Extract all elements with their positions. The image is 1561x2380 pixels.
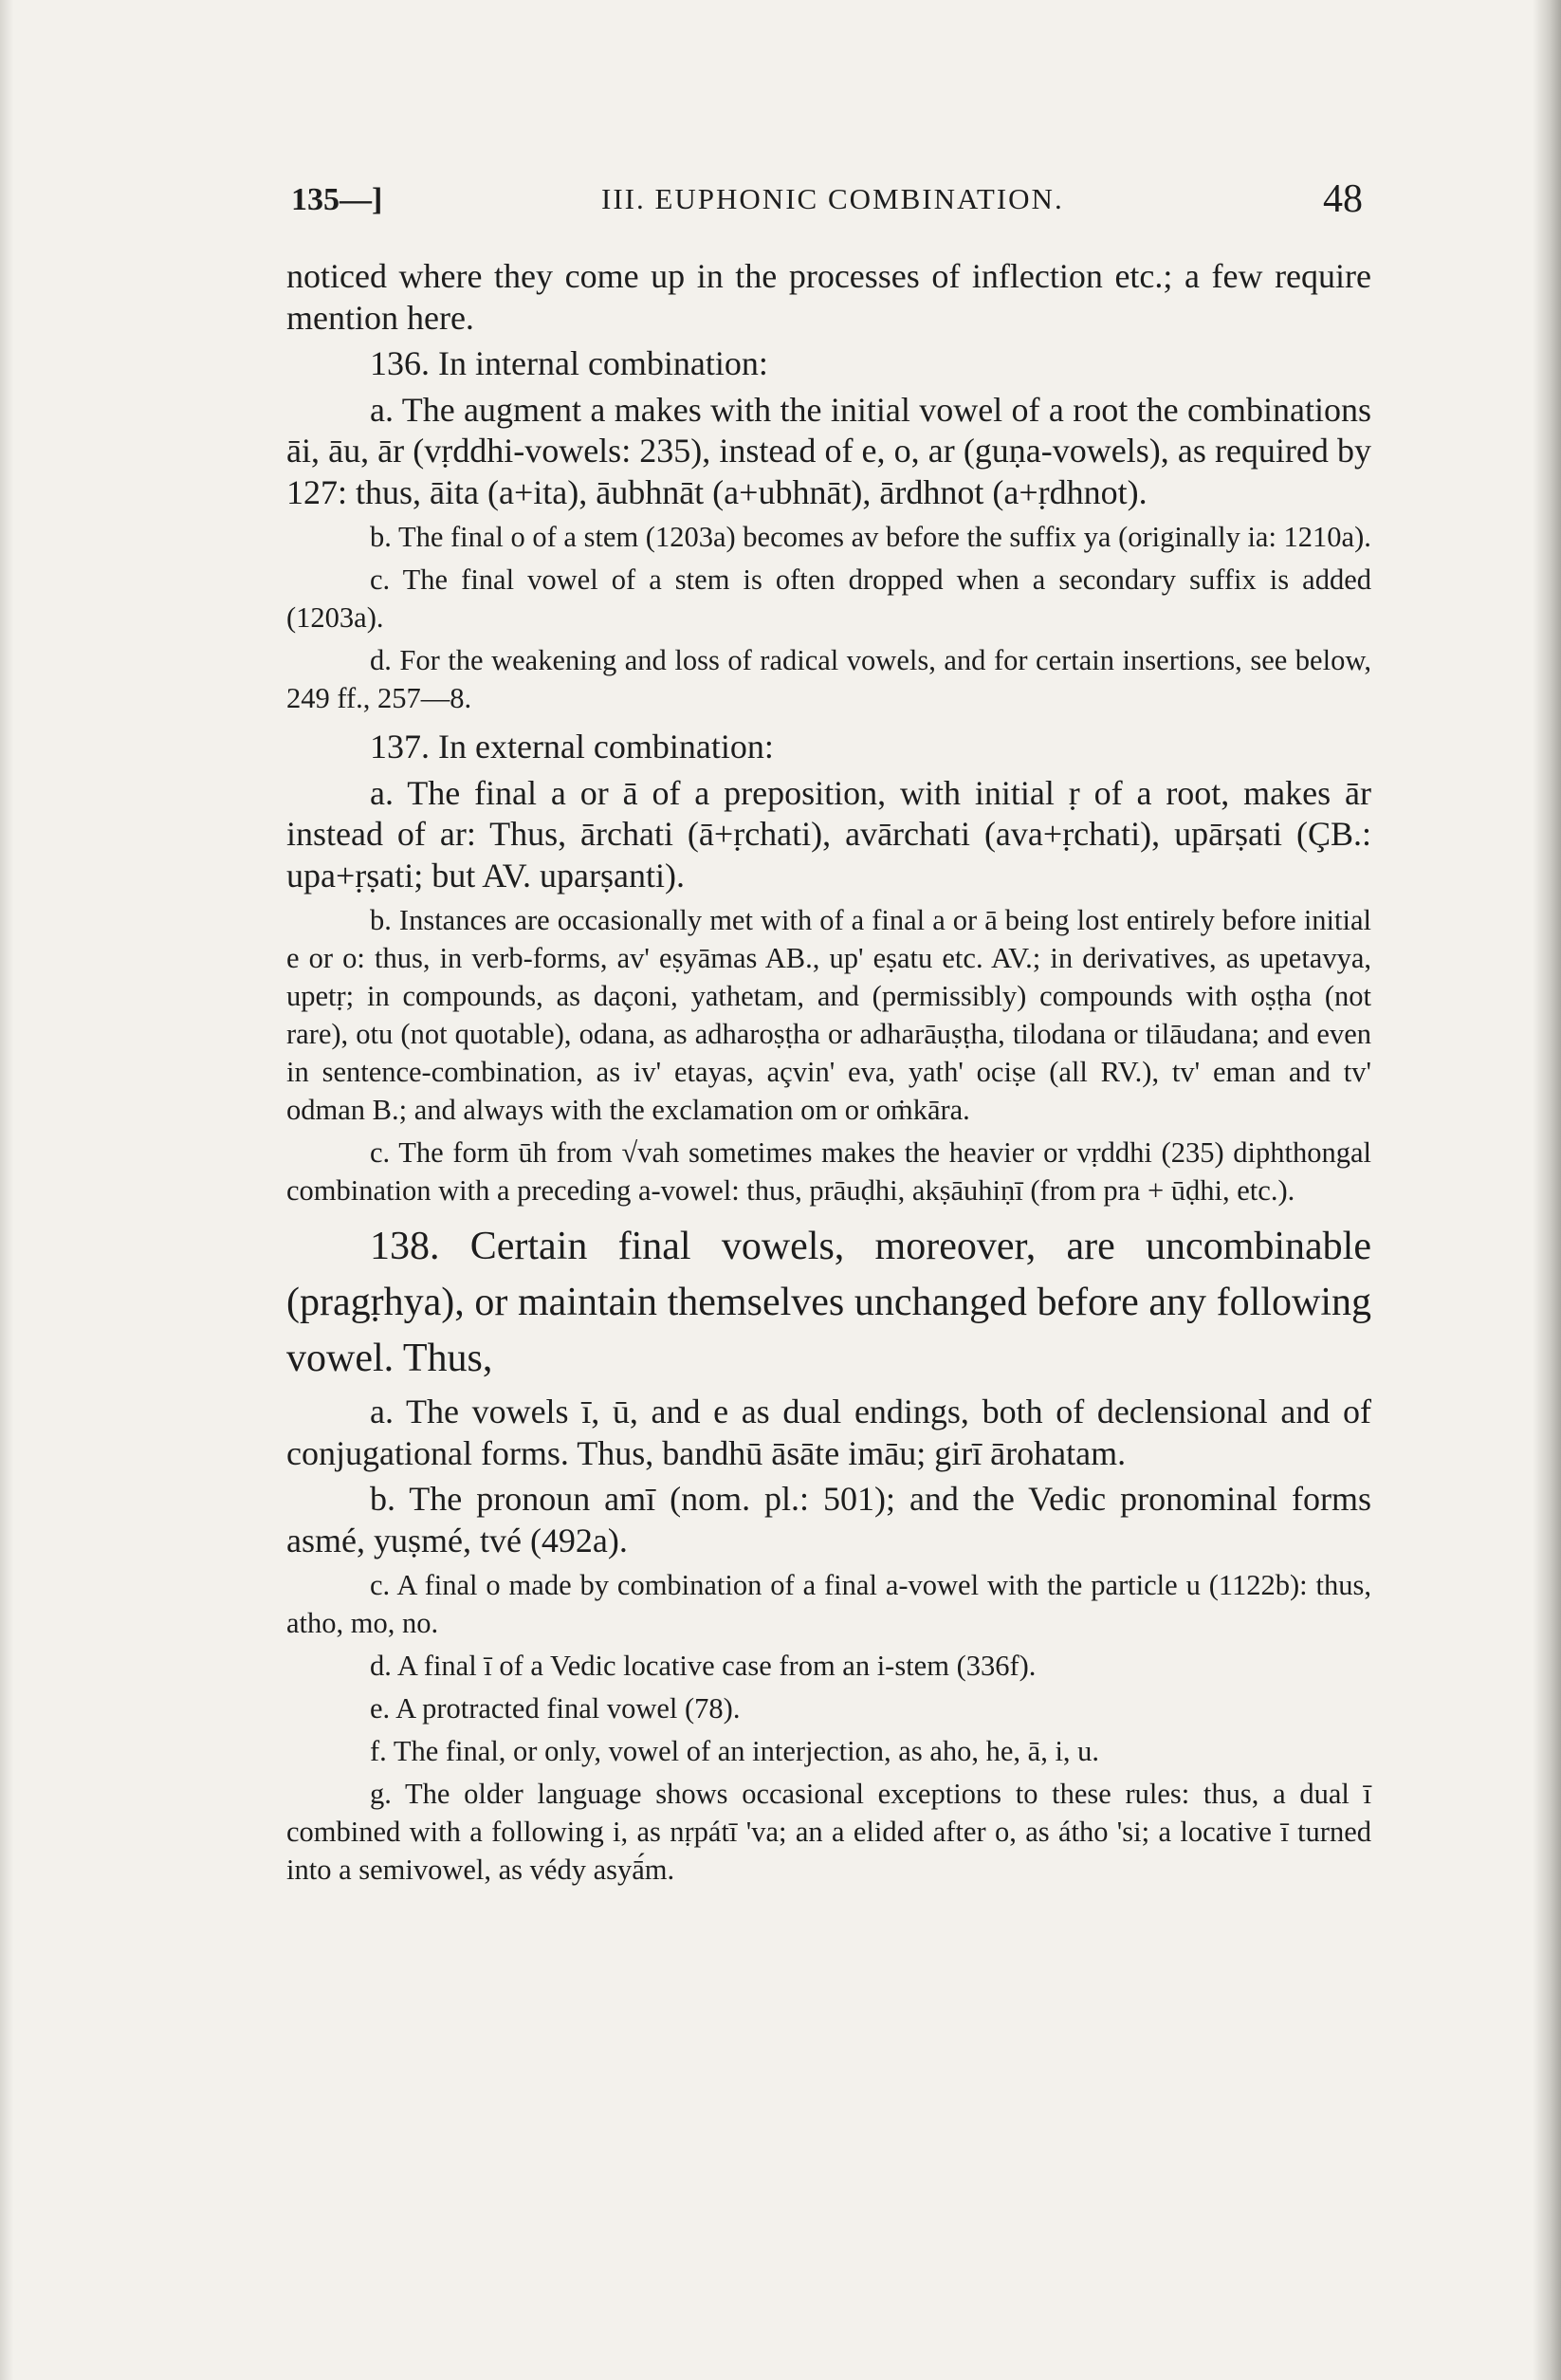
section-138-heading: 138. Certain final vowels, moreover, are uncombinable (pragṛhya), or maintain themselves unchanged before any following vowel. Thus, (286, 1225, 1371, 1380)
section-138b: b. The pronoun amī (nom. pl.: 501); and the Vedic pronominal forms asmé, yuṣmé, tvé (492a). (286, 1480, 1371, 1559)
intro-paragraph: noticed where they come up in the processes of inflection etc.; a few require mention here. (286, 257, 1371, 337)
section-136a: a. The augment a makes with the initial vowel of a root the combinations āi, āu, ār (vṛddhi-vowels: 235), instead of e, o, ar (guṇa-vowels), as required by 127: thus, āita (a+ita), āubhnāt (a+ubhnāt), ārdhnot (a+ṛdhnot). (286, 390, 1371, 511)
section-range: 135—] (291, 182, 383, 217)
page-number: 48 (1323, 177, 1363, 221)
section-136d: d. For the weakening and loss of radical vowels, and for certain insertions, see below, 249 ff., 257—8. (286, 644, 1371, 714)
section-137c: c. The form ūh from √vah sometimes makes the heavier or vṛddhi (235) diphthongal combination with a preceding a-vowel: thus, prāuḍhi, akṣāuhiṇī (from pra + ūḍhi, etc.). (286, 1136, 1371, 1207)
page-edge-left (0, 0, 13, 2380)
page-edge-right (1533, 0, 1561, 2380)
section-138f: f. The final, or only, vowel of an interjection, as aho, he, ā, i, u. (370, 1735, 1100, 1767)
page-body (286, 256, 1371, 1889)
section-136c: c. The final vowel of a stem is often dropped when a secondary suffix is added (1203a). (286, 563, 1371, 634)
section-137-heading: 137. In external combination: (370, 728, 774, 766)
section-138g: g. The older language shows occasional exceptions to these rules: thus, a dual ī combined with a following i, as nṛpátī 'va; an a elided after o, as átho 'si; a locative ī turned into a semivowel, as védy asyā́m. (286, 1778, 1371, 1886)
section-138d: d. A final ī of a Vedic locative case from an i-stem (336f). (370, 1650, 1037, 1682)
section-136b: b. The final o of a stem (1203a) becomes av before the suffix ya (originally ia: 1210a). (370, 521, 1371, 553)
section-138c: c. A final o made by combination of a final a-vowel with the particle u (1122b): thus, atho, mo, no. (286, 1569, 1371, 1639)
section-137a: a. The final a or ā of a preposition, with initial ṛ of a root, makes ār instead of ar: Thus, ārchati (ā+ṛchati), avārchati (ava+ṛchati), upārṣati (ÇB.: upa+ṛṣati; but AV. uparṣanti). (286, 773, 1371, 895)
section-136-heading: 136. In internal combination: (370, 344, 768, 382)
chapter-title: III. EUPHONIC COMBINATION. (601, 182, 1064, 215)
section-138a: a. The vowels ī, ū, and e as dual endings, both of declensional and of conjugational forms. Thus, bandhū āsāte imāu; girī ārohatam. (286, 1393, 1371, 1472)
section-137b: b. Instances are occasionally met with of a final a or ā being lost entirely before initial e or o: thus, in verb-forms, av' eṣyāmas AB., up' eṣatu etc. AV.; in derivatives, as upetavya, upetṛ; in compounds, as daçoni, yathetam, and (permissibly) compounds with oṣṭha (not rare), otu (not quotable), odana, as adharoṣṭha or adharāuṣṭha, tilodana or tilāudana; and even in sentence-combination, as iv' etayas, açvin' eva, yath' ociṣe (all RV.), tv' eman and tv' odman B.; and always with the exclamation om or oṁkāra. (286, 904, 1371, 1126)
running-head (291, 176, 1363, 230)
section-138e: e. A protracted final vowel (78). (370, 1692, 741, 1725)
